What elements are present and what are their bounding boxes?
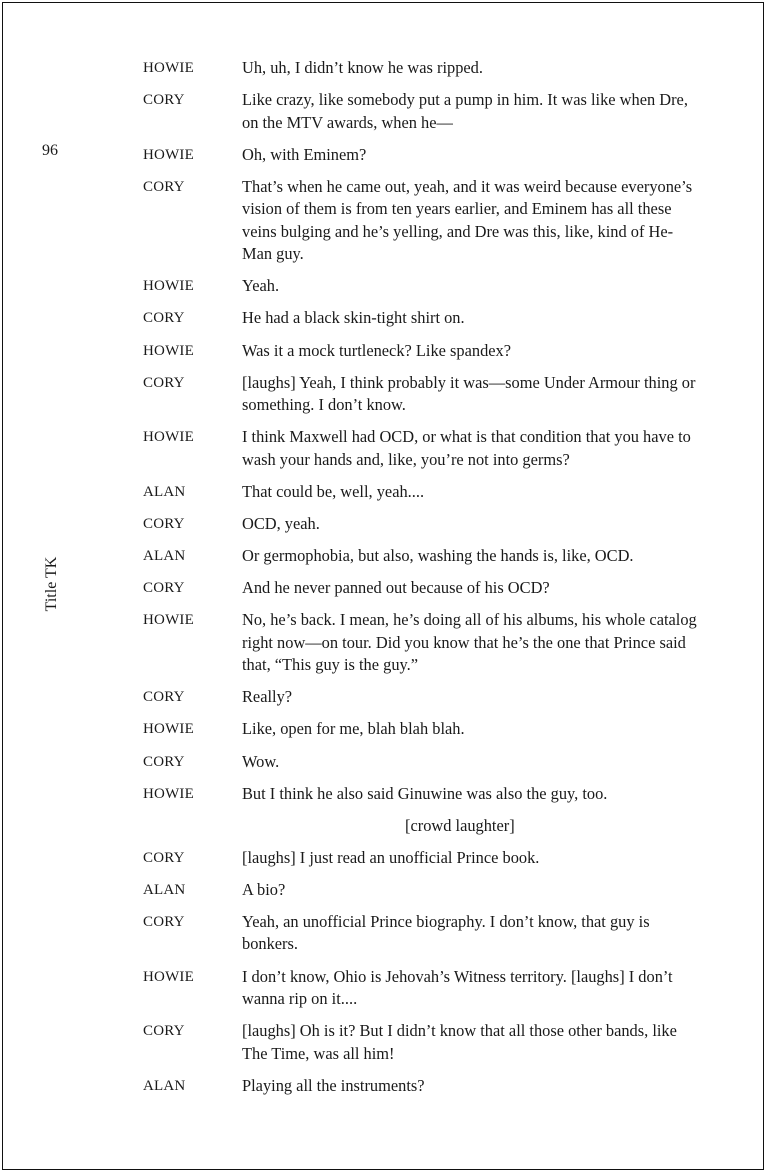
speaker-name: HOWIE [143,278,194,295]
speaker-name: HOWIE [143,146,194,163]
dialogue-line [143,1020,703,1065]
dialogue-line [143,57,703,80]
dialogue-text: That could be, well, yeah.... [242,481,425,501]
transcript [143,57,703,1107]
dialogue-text: Like crazy, like somebody put a pump in him. It was like when Dre, on the MTV awards, when he— [242,90,688,132]
dialogue-text: OCD, yeah. [242,513,320,533]
dialogue-line [143,911,703,956]
speaker-name: CORY [143,913,185,930]
dialogue-line [143,426,703,471]
dialogue-line [143,481,703,504]
dialogue-text: Really? [242,687,293,707]
stage-direction: [crowd laughter] [405,815,515,835]
speaker-name: CORY [143,753,185,770]
dialogue-text: And he never panned out because of his OCD? [242,578,550,598]
dialogue-line [143,545,703,568]
dialogue-line [143,847,703,870]
dialogue-line [143,275,703,298]
dialogue-text: Or germophobia, but also, washing the hands is, like, OCD. [242,546,634,566]
dialogue-text: Yeah, an unofficial Prince biography. I don’t know, that guy is bonkers. [242,911,650,954]
speaker-name: ALAN [143,881,186,898]
dialogue-line [143,307,703,330]
dialogue-text: [laughs] Oh is it? But I didn’t know that all those other bands, like The Time, was all him! [242,1021,677,1063]
dialogue-text: Oh, with Eminem? [242,144,367,164]
speaker-name: CORY [143,92,185,109]
speaker-name: CORY [143,1023,185,1040]
dialogue-text: But I think he also said Ginuwine was also the guy, too. [242,783,608,803]
dialogue-text: He had a black skin-tight shirt on. [242,308,465,328]
speaker-name: HOWIE [143,612,194,629]
dialogue-line [143,144,703,167]
speaker-name: HOWIE [143,785,194,802]
dialogue-text: [laughs] I just read an unofficial Prince book. [242,847,540,867]
speaker-name: CORY [143,374,185,391]
dialogue-text: That’s when he came out, yeah, and it was weird because everyone’s vision of them is from ten years earlier, and Eminem has all these veins bulging and he’s yelling, and Dre was this, like, kind of He-Man guy. [242,176,693,264]
dialogue-line [143,577,703,600]
speaker-name: HOWIE [143,429,194,446]
dialogue-line [143,966,703,1011]
dialogue-text: Uh, uh, I didn’t know he was ripped. [242,58,483,77]
dialogue-line [143,513,703,536]
speaker-name: ALAN [143,548,186,565]
speaker-name: HOWIE [143,342,194,359]
speaker-name: CORY [143,849,185,866]
speaker-name: ALAN [143,1077,186,1094]
dialogue-text: A bio? [242,879,286,899]
dialogue-line [143,176,703,266]
dialogue-line [143,686,703,709]
dialogue-line [143,718,703,741]
speaker-name: ALAN [143,483,186,500]
speaker-name: HOWIE [143,721,194,738]
dialogue-text: I think Maxwell had OCD, or what is that condition that you have to wash your hands and, like, you’re not into germs? [242,427,691,469]
dialogue-text: I don’t know, Ohio is Jehovah’s Witness territory. [laughs] I don’t wanna rip on it.... [242,966,673,1009]
dialogue-line [143,372,703,417]
dialogue-text: Yeah. [242,276,280,296]
dialogue-line [143,89,703,134]
dialogue-text: Like, open for me, blah blah blah. [242,719,465,739]
speaker-name: CORY [143,178,185,195]
dialogue-line [143,1075,703,1098]
dialogue-line [143,751,703,774]
speaker-name: HOWIE [143,968,194,985]
speaker-name: CORY [143,515,185,532]
dialogue-line [143,340,703,363]
running-title: Title TK [43,556,60,612]
dialogue-text: Playing all the instruments? [242,1075,425,1095]
speaker-name: CORY [143,310,185,327]
speaker-name: CORY [143,580,185,597]
dialogue-line [143,609,703,677]
dialogue-text: Was it a mock turtleneck? Like spandex? [242,340,512,360]
dialogue-line [143,879,703,902]
dialogue-text: [laughs] Yeah, I think probably it was—some Under Armour thing or something. I don’t know. [242,372,696,415]
dialogue-line [143,783,703,806]
speaker-name: HOWIE [143,60,194,76]
dialogue-text: Wow. [242,751,280,771]
page-number: 96 [42,142,58,159]
dialogue-text: No, he’s back. I mean, he’s doing all of his albums, his whole catalog right now—on tour. Did you know that he’s the one that Prince said that, “This guy is the guy.” [242,610,697,675]
speaker-name: CORY [143,689,185,706]
